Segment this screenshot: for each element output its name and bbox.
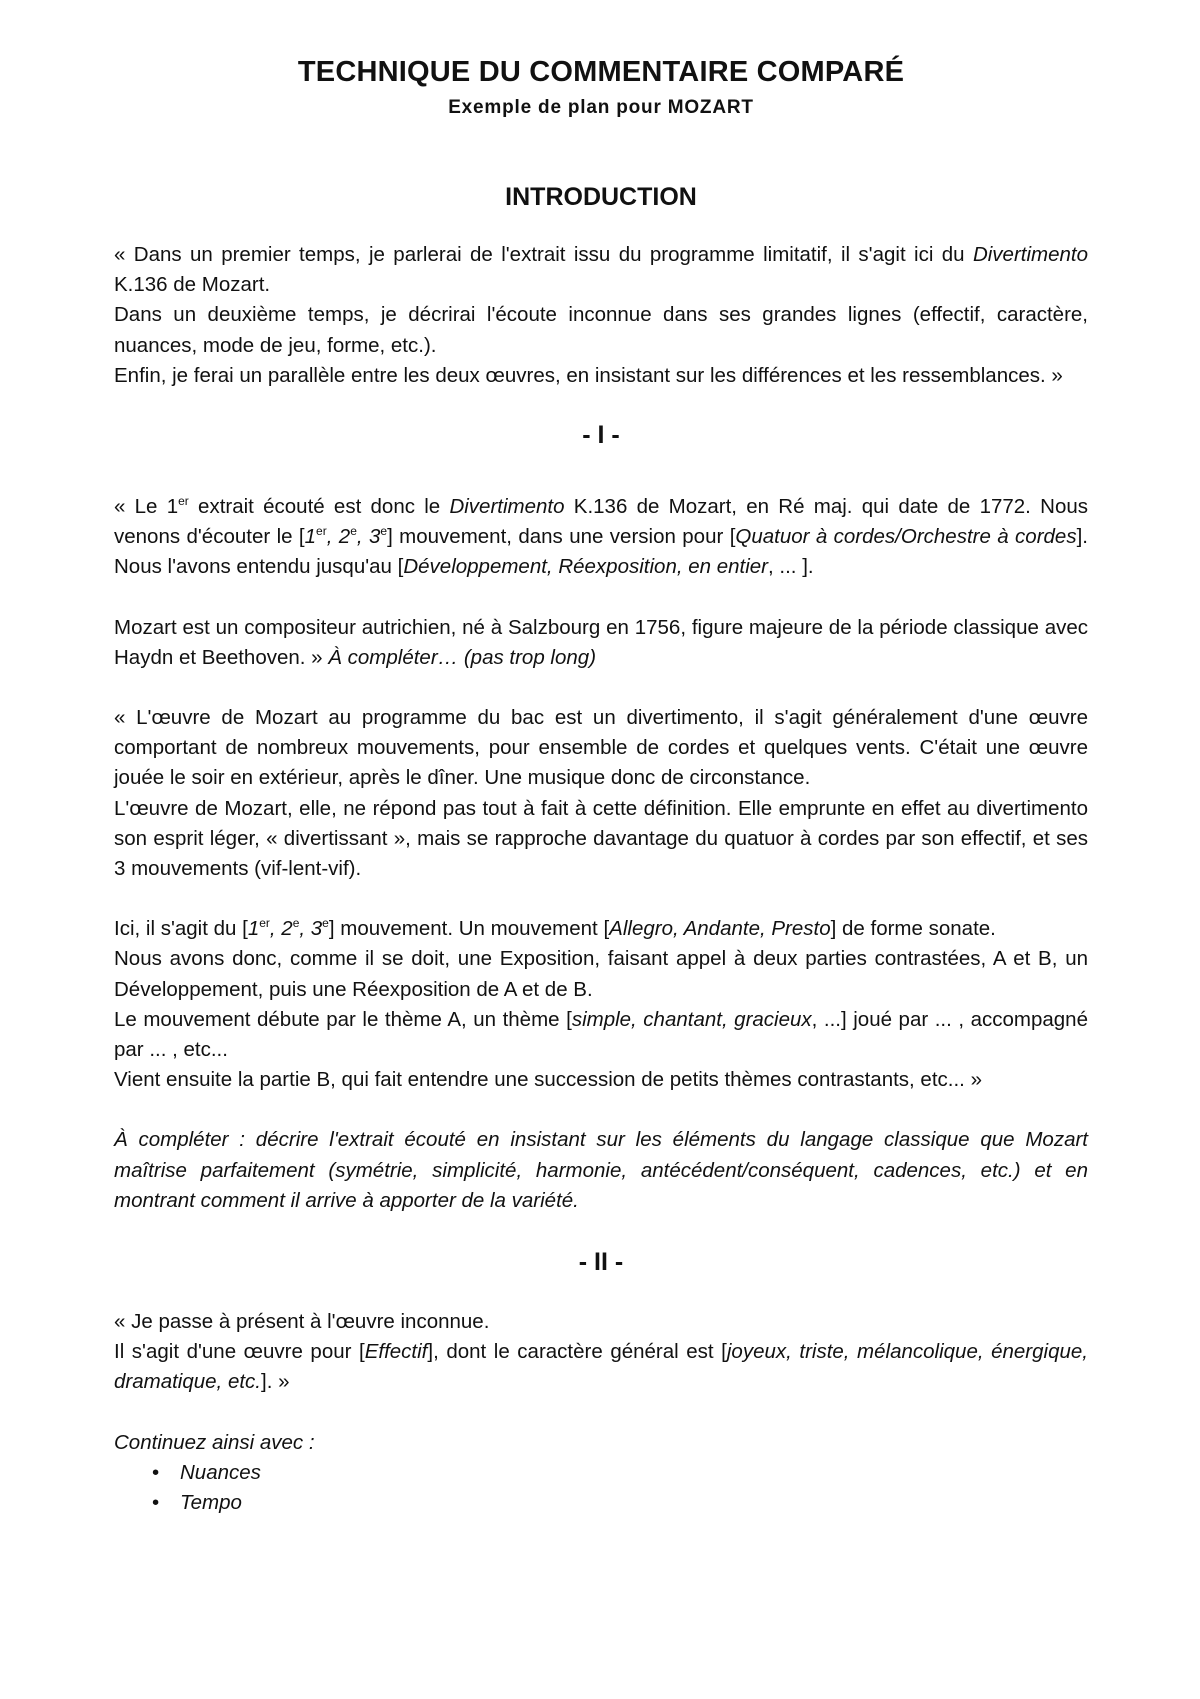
intro-paragraph-1: « Dans un premier temps, je parlerai de l'extrait issu du programme limitatif, il s'agit ici du Divertimento K.136 de Mozart.: [114, 243, 1088, 297]
section-2-list: [114, 1458, 1088, 1518]
section-1-paragraph-8: Vient ensuite la partie B, qui fait entendre une succession de petits thèmes contrastants, etc... »: [114, 1068, 982, 1092]
intro-paragraph-3: Enfin, je ferai un parallèle entre les deux œuvres, en insistant sur les différences et les ressemblances. »: [114, 363, 1063, 387]
section-2-instruction: Continuez ainsi avec :: [114, 1430, 315, 1454]
section-1-paragraph-2: Mozart est un compositeur autrichien, né à Salzbourg en 1756, figure majeure de la période classique avec Haydn et Beethoven. » À compléter… (pas trop long): [114, 615, 1088, 669]
section-1-paragraph-1: « Le 1er extrait écouté est donc le Divertimento K.136 de Mozart, en Ré maj. qui date de 1772. Nous venons d'écouter le [1er, 2e, 3e] mouvement, dans une version pour [Quatuor à cordes/Orchestre à cordes]. Nous l'avons entendu jusqu'au [Développement, Réexposition, en entier, ... ].: [114, 494, 1088, 579]
section-2-paragraph-2: Il s'agit d'une œuvre pour [Effectif], dont le caractère général est [joyeux, triste, mélancolique, énergique, dramatique, etc.]. »: [114, 1340, 1088, 1394]
section-1-paragraph-4: L'œuvre de Mozart, elle, ne répond pas tout à fait à cette définition. Elle emprunte en effet au divertimento son esprit léger, « divertissant », mais se rapproche davantage du quatuor à cordes par son effectif, et ses 3 mouvements (vif-lent-vif).: [114, 796, 1088, 881]
document-title: TECHNIQUE DU COMMENTAIRE COMPARÉ: [297, 56, 905, 88]
section-1-paragraph-5: Ici, il s'agit du [1er, 2e, 3e] mouvement. Un mouvement [Allegro, Andante, Presto] de forme sonate.: [114, 916, 996, 941]
list-item: • Nuances: [152, 1458, 1088, 1488]
document-subtitle: Exemple de plan pour MOZART: [448, 97, 754, 118]
section-2-paragraph-1: « Je passe à présent à l'œuvre inconnue.: [114, 1310, 490, 1334]
section-2-heading: - II -: [578, 1248, 624, 1277]
intro-paragraph-2: Dans un deuxième temps, je décrirai l'écoute inconnue dans ses grandes lignes (effectif, caractère, nuances, mode de jeu, forme, etc.).: [114, 303, 1088, 357]
section-1-paragraph-6: Nous avons donc, comme il se doit, une Exposition, faisant appel à deux parties contrastées, A et B, un Développement, puis une Réexposition de A et de B.: [114, 947, 1088, 1001]
intro-heading: INTRODUCTION: [505, 183, 697, 211]
list-item: • Tempo: [152, 1488, 1088, 1518]
section-1-heading: - I -: [582, 421, 620, 450]
section-1-paragraph-7: Le mouvement débute par le thème A, un thème [simple, chantant, gracieux, ...] joué par ... , accompagné par ... , etc...: [114, 1007, 1088, 1062]
section-1-instruction: À compléter : décrire l'extrait écouté en insistant sur les éléments du langage classique que Mozart maîtrise parfaitement (symétrie, simplicité, harmonie, antécédent/conséquent, cadences, etc.) et en montrant comment il arrive à apporter de la variété.: [114, 1128, 1088, 1212]
section-1-paragraph-3: « L'œuvre de Mozart au programme du bac est un divertimento, il s'agit généralement d'une œuvre comportant de nombreux mouvements, pour ensemble de cordes et quelques vents. C'était une œuvre jouée le soir en extérieur, après le dîner. Une musique donc de circonstance.: [114, 706, 1088, 790]
